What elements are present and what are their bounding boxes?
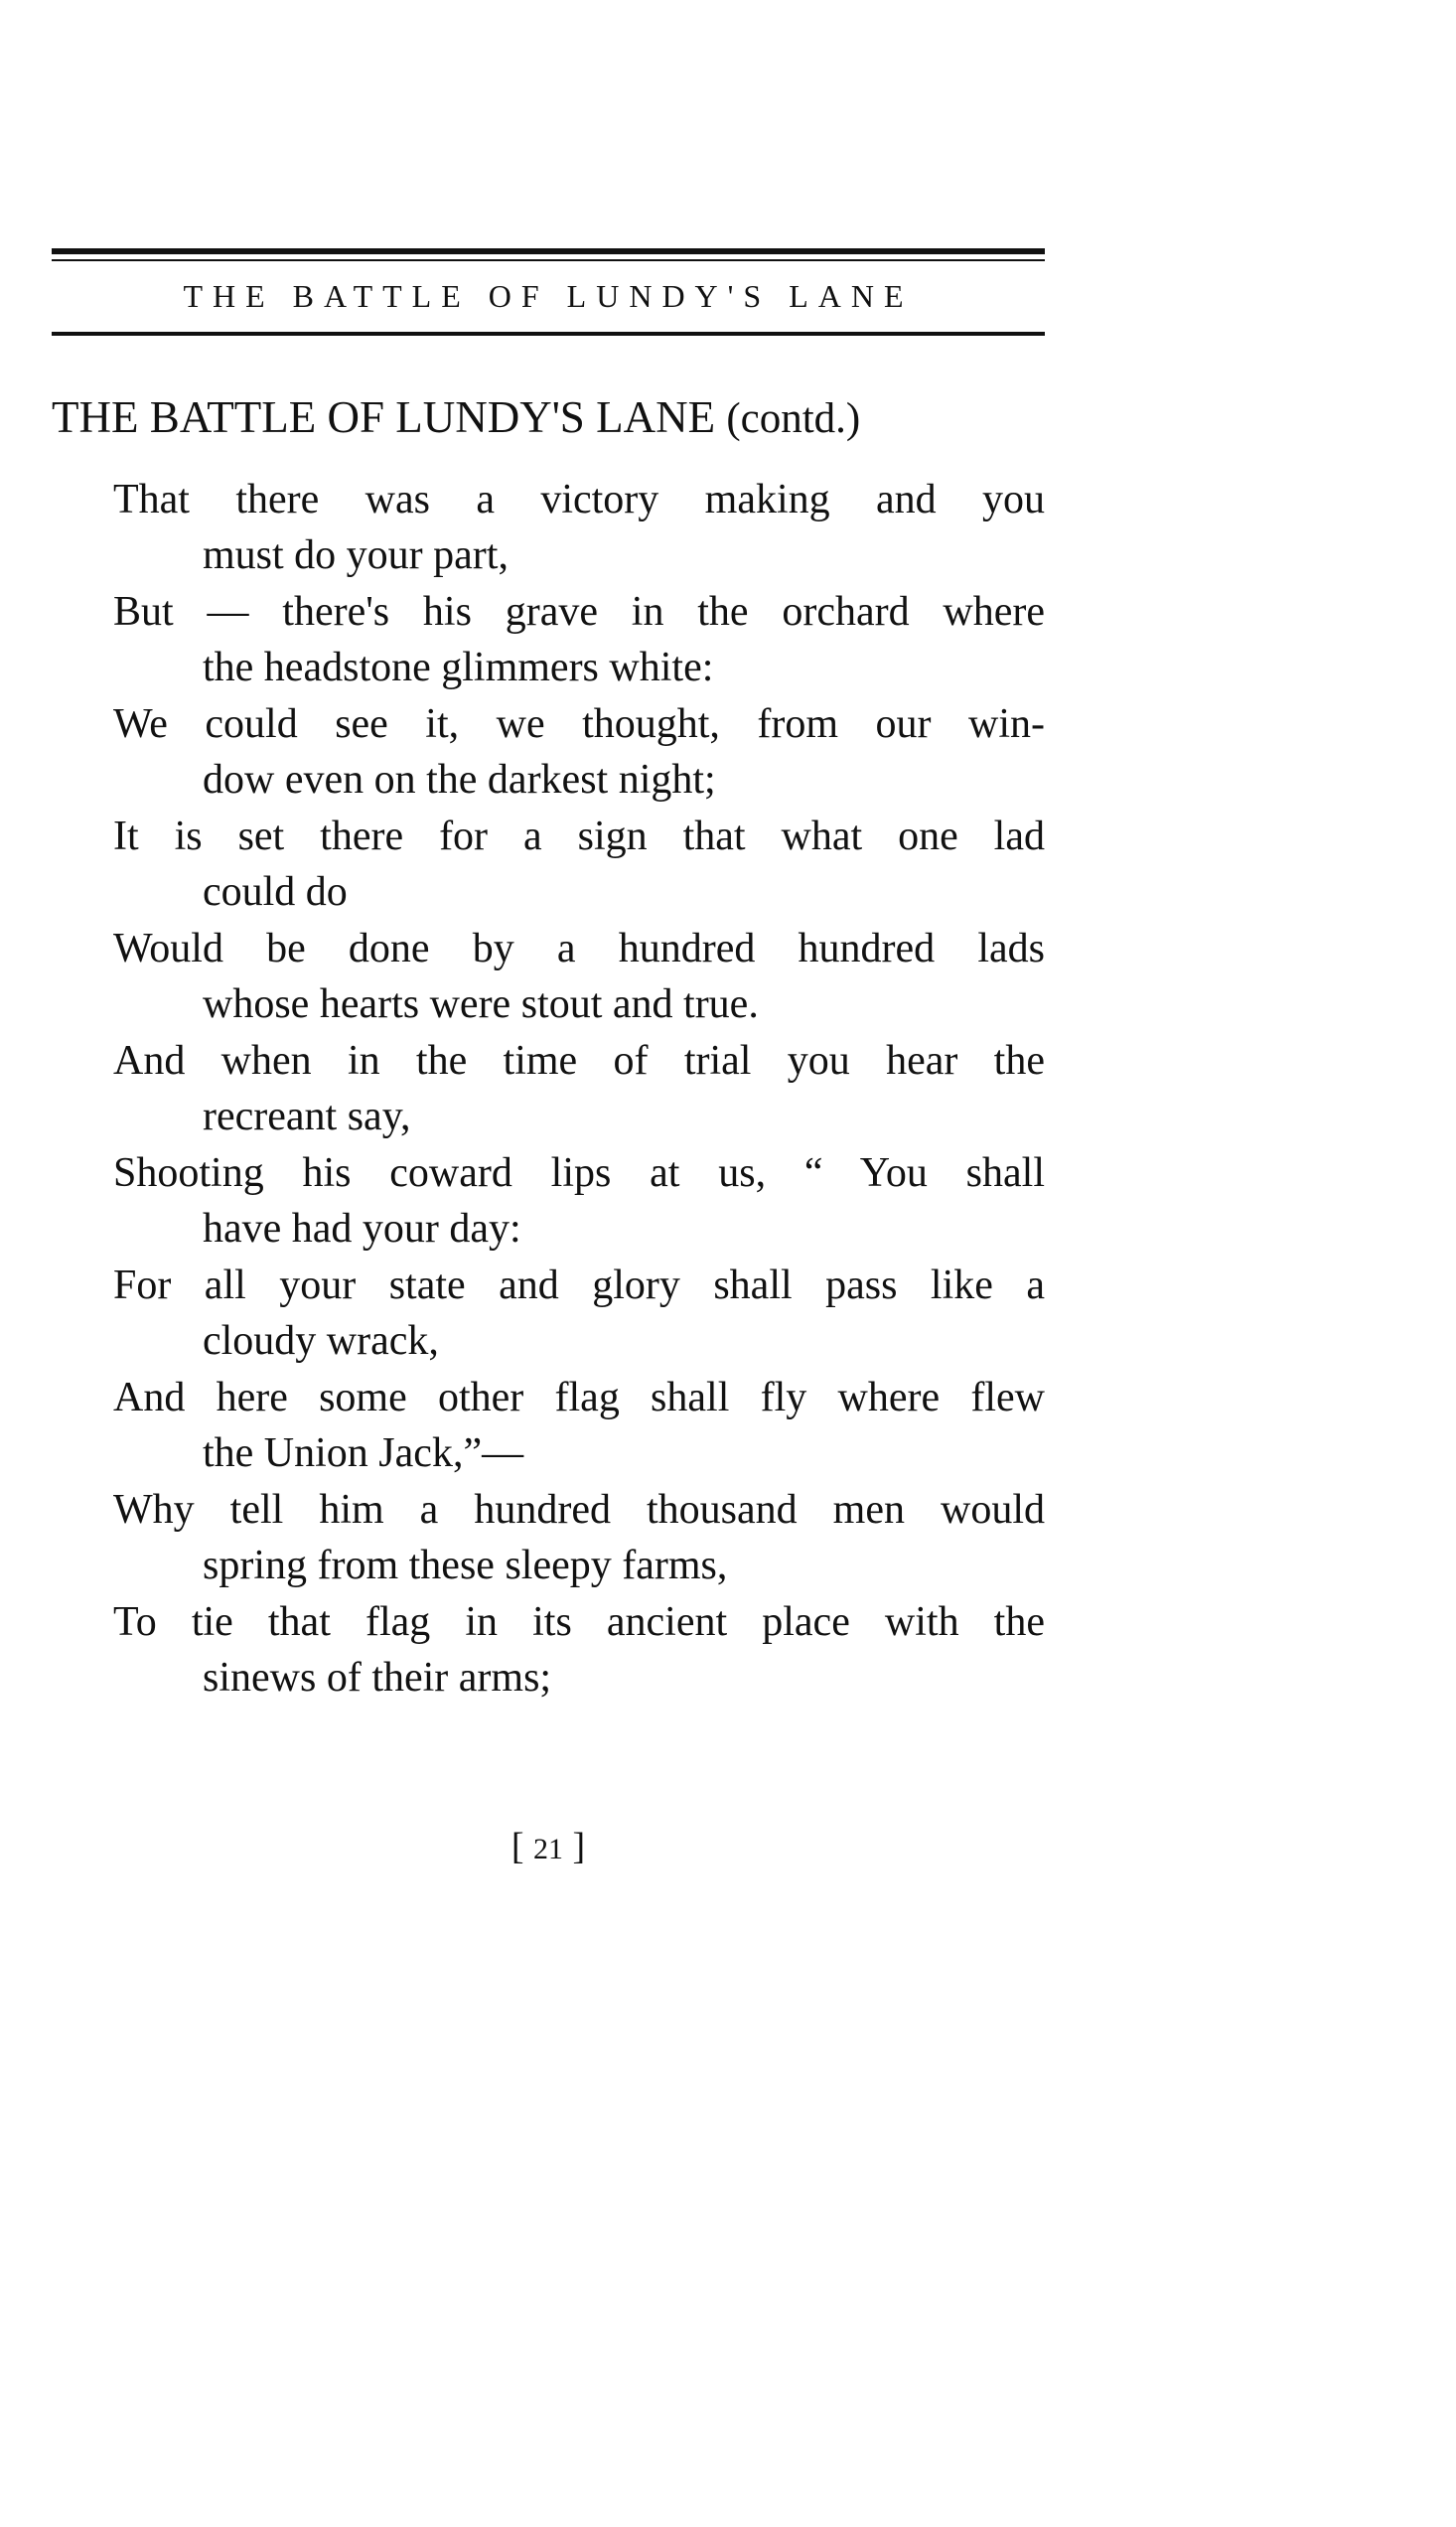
poem-line-continuation: the Union Jack,”— (203, 1430, 524, 1476)
poem-line: But — there's his grave in the orchard where (113, 589, 1045, 635)
poem-line-continuation: cloudy wrack, (203, 1318, 439, 1364)
poem-line: To tie that flag in its ancient place with the (113, 1599, 1045, 1645)
poem-line: And here some other flag shall fly where flew (113, 1375, 1045, 1420)
poem-line-continuation: spring from these sleepy farms, (203, 1543, 728, 1588)
poem-line-continuation: could do (203, 869, 348, 915)
poem-line: Shooting his coward lips at us, “ You shall (113, 1150, 1045, 1196)
poem-line-continuation: dow even on the darkest night; (203, 757, 716, 803)
poem-line: We could see it, we thought, from our win- (113, 701, 1045, 747)
poem-line-continuation: sinews of their arms; (203, 1655, 552, 1701)
poem-title (52, 389, 860, 447)
poem-line: For all your state and glory shall pass like a (113, 1263, 1045, 1308)
poem-line: Why tell him a hundred thousand men would (113, 1487, 1045, 1533)
poem-line-continuation: must do your part, (203, 532, 509, 578)
poem-line: That there was a victory making and you (113, 477, 1045, 522)
poem-line: Would be done by a hundred hundred lads (113, 926, 1045, 971)
page-number-close-bracket: ] (572, 1826, 586, 1867)
poem-title-suffix: (contd.) (726, 395, 861, 442)
page-number-value: 21 (533, 1833, 563, 1865)
poem-line-continuation: the headstone glimmers white: (203, 645, 714, 690)
header-rule-thick (52, 248, 1045, 254)
poem-line: And when in the time of trial you hear the (113, 1038, 1045, 1084)
poem-line: It is set there for a sign that what one lad (113, 814, 1045, 859)
poem-line-continuation: have had your day: (203, 1206, 521, 1252)
running-head: THE BATTLE OF LUNDY'S LANE (183, 278, 914, 314)
poem-line-continuation: recreant say, (203, 1094, 411, 1139)
page-number (0, 1822, 1096, 1874)
page-number-open-bracket: [ (510, 1826, 524, 1867)
poem-title-main: THE BATTLE OF LUNDY'S LANE (52, 392, 716, 442)
poem-line-continuation: whose hearts were stout and true. (203, 981, 759, 1027)
header-rule-bottom (52, 332, 1045, 336)
header-rule-thin (52, 259, 1045, 261)
